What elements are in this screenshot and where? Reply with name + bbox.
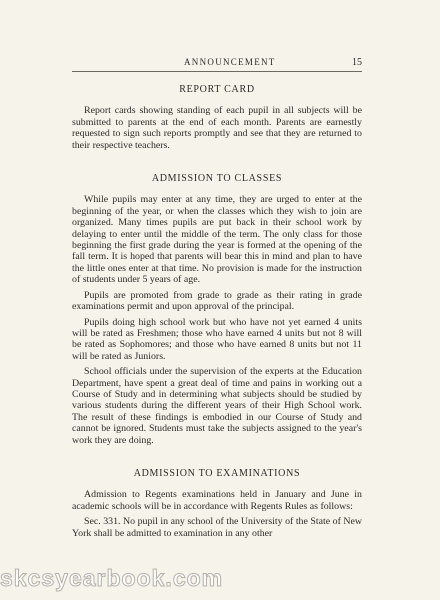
page-content — [72, 84, 362, 539]
paragraph: Pupils are promoted from grade to grade as their rating in grade examinations permit and upon approval of the principal. — [72, 289, 362, 313]
page-number: 15 — [352, 57, 362, 68]
paragraph: Admission to Regents examinations held in January and June in academic schools will be in accordance with Regents Rules as follows: — [72, 489, 362, 512]
paragraph: Sec. 331. No pupil in any school of the University of the State of New York shall be admitted to examination in any other — [72, 516, 362, 539]
paragraph: Pupils doing high school work but who have not yet earned 4 units will be rated as Freshmen; those who have earned 4 units but not 8 will be rated as Sophomores; and those who have earned 8 units but not 11 will be rated as Juniors. — [72, 316, 362, 362]
watermark-text: skcsyearbook.com — [0, 565, 224, 591]
paragraph: While pupils may enter at any time, they are urged to enter at the beginning of the year, or when the classes which they wish to join are organized. Many times pupils are put back in their school work by delaying to enter until the middle of the term. The only class for those beginning the first grade during the year is formed at the opening of the fall term. It is hoped that parents will bear this in mind and plan to have the little ones enter at that time. No provision is made for the instruction of students under 5 years of age. — [72, 194, 362, 286]
running-title: ANNOUNCEMENT — [184, 57, 276, 67]
paragraph: School officials under the supervision of the experts at the Education Department, have spent a great deal of time and pains in working out a Course of Study and in determining what subjects should be studied by various students during the different years of their High School work. The result of these findings is embodied in our Course of Study and cannot be ignored. Students must take the subjects assigned to the year's work they are doing. — [72, 366, 362, 446]
paragraph: Report cards showing standing of each pupil in all subjects will be submitted to parents at the end of each month. Parents are earnestly requested to sign such reports promptly and see that they are returned to their respective teachers. — [72, 105, 362, 151]
running-header — [72, 57, 362, 72]
section-heading-admission-to-examinations: ADMISSION TO EXAMINATIONS — [133, 467, 301, 479]
section-heading-admission-to-classes: ADMISSION TO CLASSES — [151, 173, 283, 185]
section-heading-report-card: REPORT CARD — [179, 84, 255, 95]
